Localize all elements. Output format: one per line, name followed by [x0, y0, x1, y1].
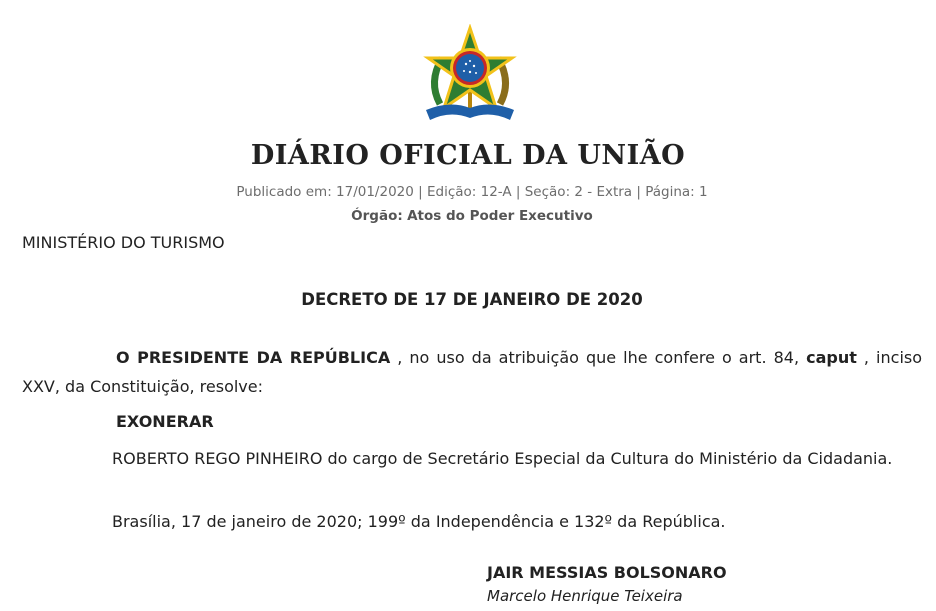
- preamble-text-1: , no uso da atribuição que lhe confere o art. 84,: [390, 348, 807, 367]
- action-heading: EXONERAR: [116, 412, 214, 431]
- page-title: DIÁRIO OFICIAL DA UNIÃO: [250, 140, 686, 171]
- coat-of-arms-icon: [420, 24, 520, 124]
- orgao-line: [0, 208, 936, 224]
- preamble-subject: O PRESIDENTE DA REPÚBLICA: [116, 348, 391, 367]
- preamble-text-2: , inciso XXV, da Constituição, resolve:: [22, 348, 923, 396]
- signer-name: JAIR MESSIAS BOLSONARO: [487, 563, 727, 582]
- place-date: Brasília, 17 de janeiro de 2020; 199º da Independência e 132º da República.: [112, 512, 726, 531]
- ministry-name: MINISTÉRIO DO TURISMO: [22, 233, 225, 252]
- preamble-caput: caput: [806, 348, 857, 367]
- preamble-paragraph: [22, 343, 922, 401]
- orgao-value: Atos do Poder Executivo: [407, 208, 593, 224]
- orgao-label: Órgão:: [351, 208, 403, 224]
- publication-info: Publicado em: 17/01/2020 | Edição: 12-A | Seção: 2 - Extra | Página: 1: [236, 184, 708, 200]
- body-paragraph: ROBERTO REGO PINHEIRO do cargo de Secretário Especial da Cultura do Ministério da Cidadania.: [112, 449, 893, 468]
- cosigner-name: Marcelo Henrique Teixeira: [487, 587, 683, 605]
- decree-title: DECRETO DE 17 DE JANEIRO DE 2020: [301, 290, 643, 309]
